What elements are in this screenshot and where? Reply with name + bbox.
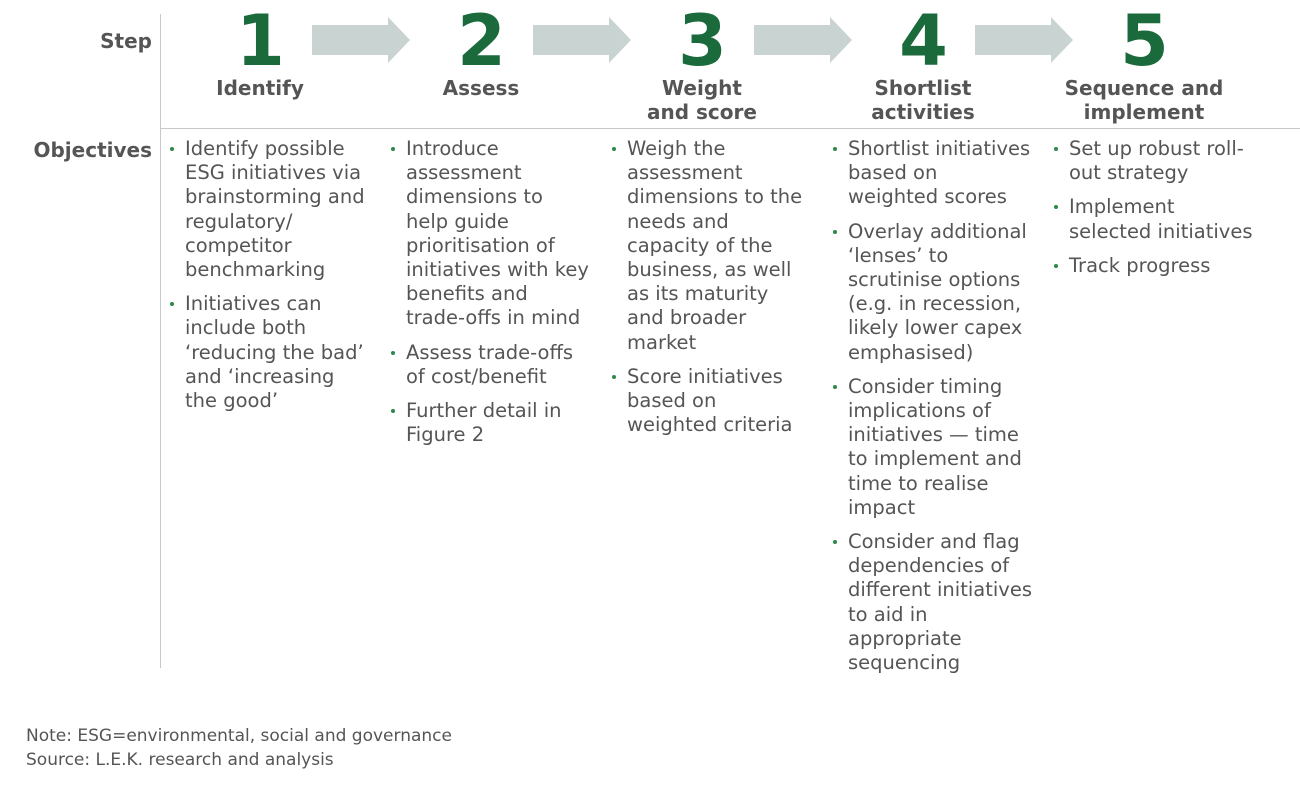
step-title: Identify [216, 76, 304, 100]
bullet-icon [833, 385, 837, 389]
bullet-icon [612, 147, 616, 151]
list-item: Identify possible ESG initiatives via brainstorming and regulatory/ competitor benchmarking [163, 137, 369, 282]
step-1-objectives [163, 137, 369, 423]
step-number: 2 [457, 0, 505, 82]
step-number: 5 [1120, 0, 1168, 82]
footnote-source: Source: L.E.K. research and analysis [26, 750, 334, 770]
bullet-icon [833, 230, 837, 234]
bullet-icon [1054, 264, 1058, 268]
list-item: Implement selected initiatives [1047, 195, 1253, 243]
step-number: 4 [899, 0, 947, 82]
step-title: Assess [442, 76, 520, 100]
step-2-objectives [384, 137, 590, 457]
list-item: Initiatives can include both ‘reducing the bad’ and ‘increasing the good’ [163, 292, 369, 413]
bullet-icon [612, 375, 616, 379]
bullet-icon [391, 147, 395, 151]
arrow-right-icon [975, 17, 1073, 63]
vertical-divider [160, 14, 161, 668]
step-title: Weight and score [647, 76, 757, 124]
bullet-icon [170, 302, 174, 306]
list-item: Consider and flag dependencies of different initiatives to aid in appropriate sequencing [826, 530, 1032, 675]
list-item: Assess trade-offs of cost/benefit [384, 341, 590, 389]
bullet-icon [1054, 205, 1058, 209]
list-item: Consider timing implications of initiatives — time to implement and time to realise impact [826, 375, 1032, 520]
footnote-note: Note: ESG=environmental, social and governance [26, 726, 452, 746]
arrow-right-icon [533, 17, 631, 63]
bullet-icon [833, 540, 837, 544]
bullet-icon [391, 351, 395, 355]
arrow-right-icon [754, 17, 852, 63]
list-item: Introduce assessment dimensions to help guide prioritisation of initiatives with key benefits and trade-offs in mind [384, 137, 590, 331]
list-item: Shortlist initiatives based on weighted scores [826, 137, 1032, 210]
step-title: Sequence and implement [1064, 76, 1224, 124]
bullet-icon [391, 409, 395, 413]
horizontal-divider [160, 128, 1300, 129]
step-4-objectives [826, 137, 1032, 685]
list-item: Weigh the assessment dimensions to the needs and capacity of the business, as well as its maturity and broader market [605, 137, 811, 355]
bullet-icon [1054, 147, 1058, 151]
step-row-label: Step [100, 29, 152, 53]
step-title: Shortlist activities [871, 76, 975, 124]
list-item: Set up robust roll-out strategy [1047, 137, 1253, 185]
arrow-right-icon [312, 17, 410, 63]
list-item: Overlay additional ‘lenses’ to scrutinise options (e.g. in recession, likely lower capex emphasised) [826, 220, 1032, 365]
list-item: Score initiatives based on weighted criteria [605, 365, 811, 438]
step-5-objectives [1047, 137, 1253, 288]
step-3-objectives [605, 137, 811, 447]
bullet-icon [833, 147, 837, 151]
step-number: 3 [678, 0, 726, 82]
objectives-row-label: Objectives [33, 138, 152, 162]
list-item: Track progress [1047, 254, 1253, 278]
step-number: 1 [236, 0, 284, 82]
list-item: Further detail in Figure 2 [384, 399, 590, 447]
step-5-header [1044, 0, 1244, 124]
bullet-icon [170, 147, 174, 151]
